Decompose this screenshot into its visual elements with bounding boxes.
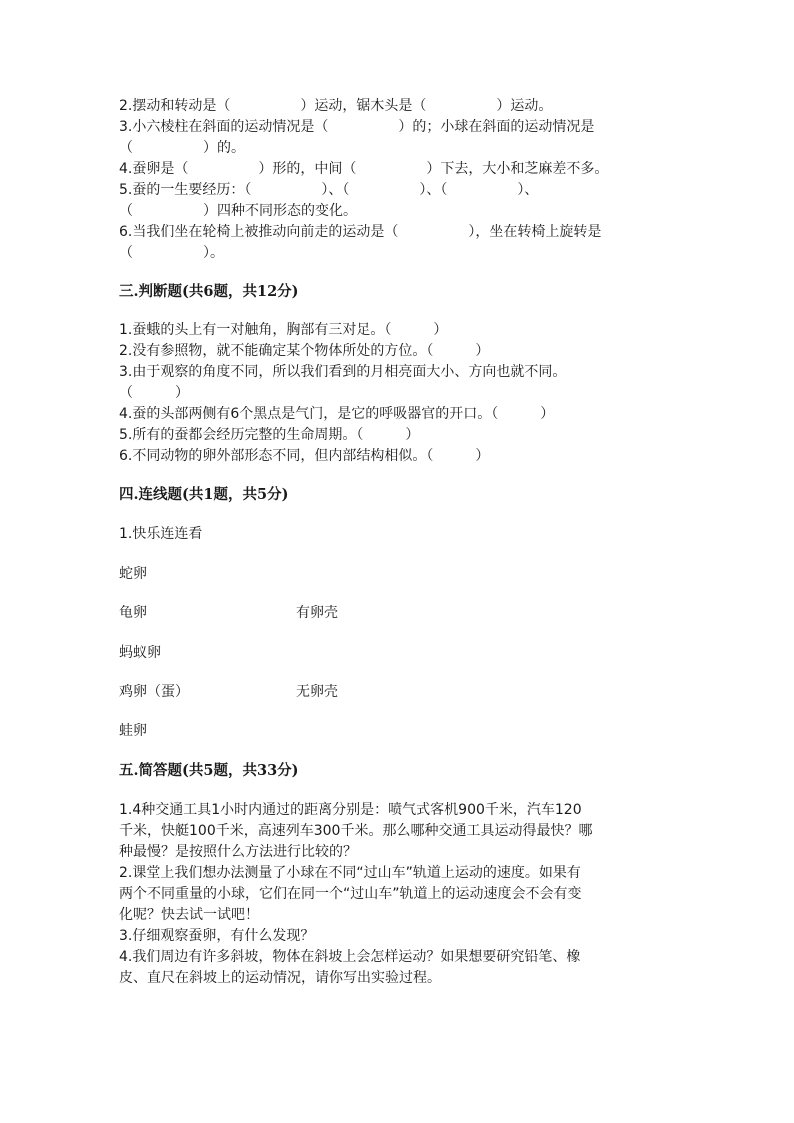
match-right-item[interactable]: 有卵壳 (296, 605, 338, 621)
match-left-item[interactable]: 鸡卵（蛋） (119, 684, 189, 700)
judgment-q5: 5.所有的蚕都会经历完整的生命周期。（ ） (119, 427, 420, 443)
fill-blank-q5: 5.蚕的一生要经历：（ ）、（ ）、（ ）、 (119, 182, 539, 198)
match-left-item[interactable]: 龟卵 (119, 605, 147, 621)
fill-blank-q6: 6.当我们坐在轮椅上被推动向前走的运动是（ ），坐在转椅上旋转是 (119, 224, 602, 240)
match-right-item[interactable]: 无卵壳 (296, 684, 338, 700)
section-heading-judgment: 三.判断题(共6题，共12分) (119, 283, 299, 300)
judgment-q1: 1.蚕蛾的头上有一对触角，胸部有三对足。（ ） (119, 322, 448, 338)
short-answer-q2: 2.课堂上我们想办法测量了小球在不同“过山车”轨道上运动的速度。如果有 (119, 865, 581, 881)
fill-blank-q4: 4.蚕卵是（ ）形的，中间（ ）下去，大小和芝麻差不多。 (119, 161, 609, 177)
matching-question: 1.快乐连连看 (119, 526, 203, 542)
fill-blank-q3: 3.小六棱柱在斜面的运动情况是（ ）的；小球在斜面的运动情况是 (119, 119, 595, 135)
match-left-item[interactable]: 蛙卵 (119, 723, 147, 739)
section-heading-matching: 四.连线题(共1题，共5分) (119, 486, 289, 503)
short-answer-q1-cont: 千米，快艇100千米，高速列车300千米。那么哪种交通工具运动得最快？哪 (119, 823, 593, 839)
fill-blank-q6-cont: （ ）。 (119, 245, 224, 261)
short-answer-q1-cont: 种最慢？是按照什么方法进行比较的？ (119, 844, 357, 860)
match-left-item[interactable]: 蛇卵 (119, 566, 147, 582)
fill-blank-q2: 2.摆动和转动是（ ）运动，锯木头是（ ）运动。 (119, 98, 553, 114)
short-answer-q2-cont: 两个不同重量的小球，它们在同一个“过山车”轨道上的运动速度会不会有变 (119, 886, 582, 902)
short-answer-q1: 1.4种交通工具1小时内通过的距离分别是：喷气式客机900千米，汽车120 (119, 802, 582, 818)
fill-blank-q3-cont: （ ）的。 (119, 140, 245, 156)
section-heading-short-answer: 五.简答题(共5题，共33分) (119, 762, 299, 779)
fill-blank-q5-cont: （ ）四种不同形态的变化。 (119, 203, 357, 219)
short-answer-q3: 3.仔细观察蚕卵，有什么发现？ (119, 928, 315, 944)
short-answer-q4-cont: 皮、直尺在斜坡上的运动情况，请你写出实验过程。 (119, 970, 441, 986)
match-left-item[interactable]: 蚂蚁卵 (119, 645, 161, 661)
judgment-q2: 2.没有参照物，就不能确定某个物体所处的方位。（ ） (119, 343, 490, 359)
judgment-q4: 4.蚕的头部两侧有6个黑点是气门，是它的呼吸器官的开口。（ ） (119, 406, 555, 422)
judgment-q6: 6.不同动物的卵外部形态不同，但内部结构相似。（ ） (119, 448, 490, 464)
judgment-q3-cont: （ ） (119, 385, 189, 401)
short-answer-q2-cont: 化呢？快去试一试吧！ (119, 907, 259, 923)
judgment-q3: 3.由于观察的角度不同，所以我们看到的月相亮面大小、方向也就不同。 (119, 364, 567, 380)
short-answer-q4: 4.我们周边有许多斜坡，物体在斜坡上会怎样运动？如果想要研究铅笔、橡 (119, 949, 581, 965)
